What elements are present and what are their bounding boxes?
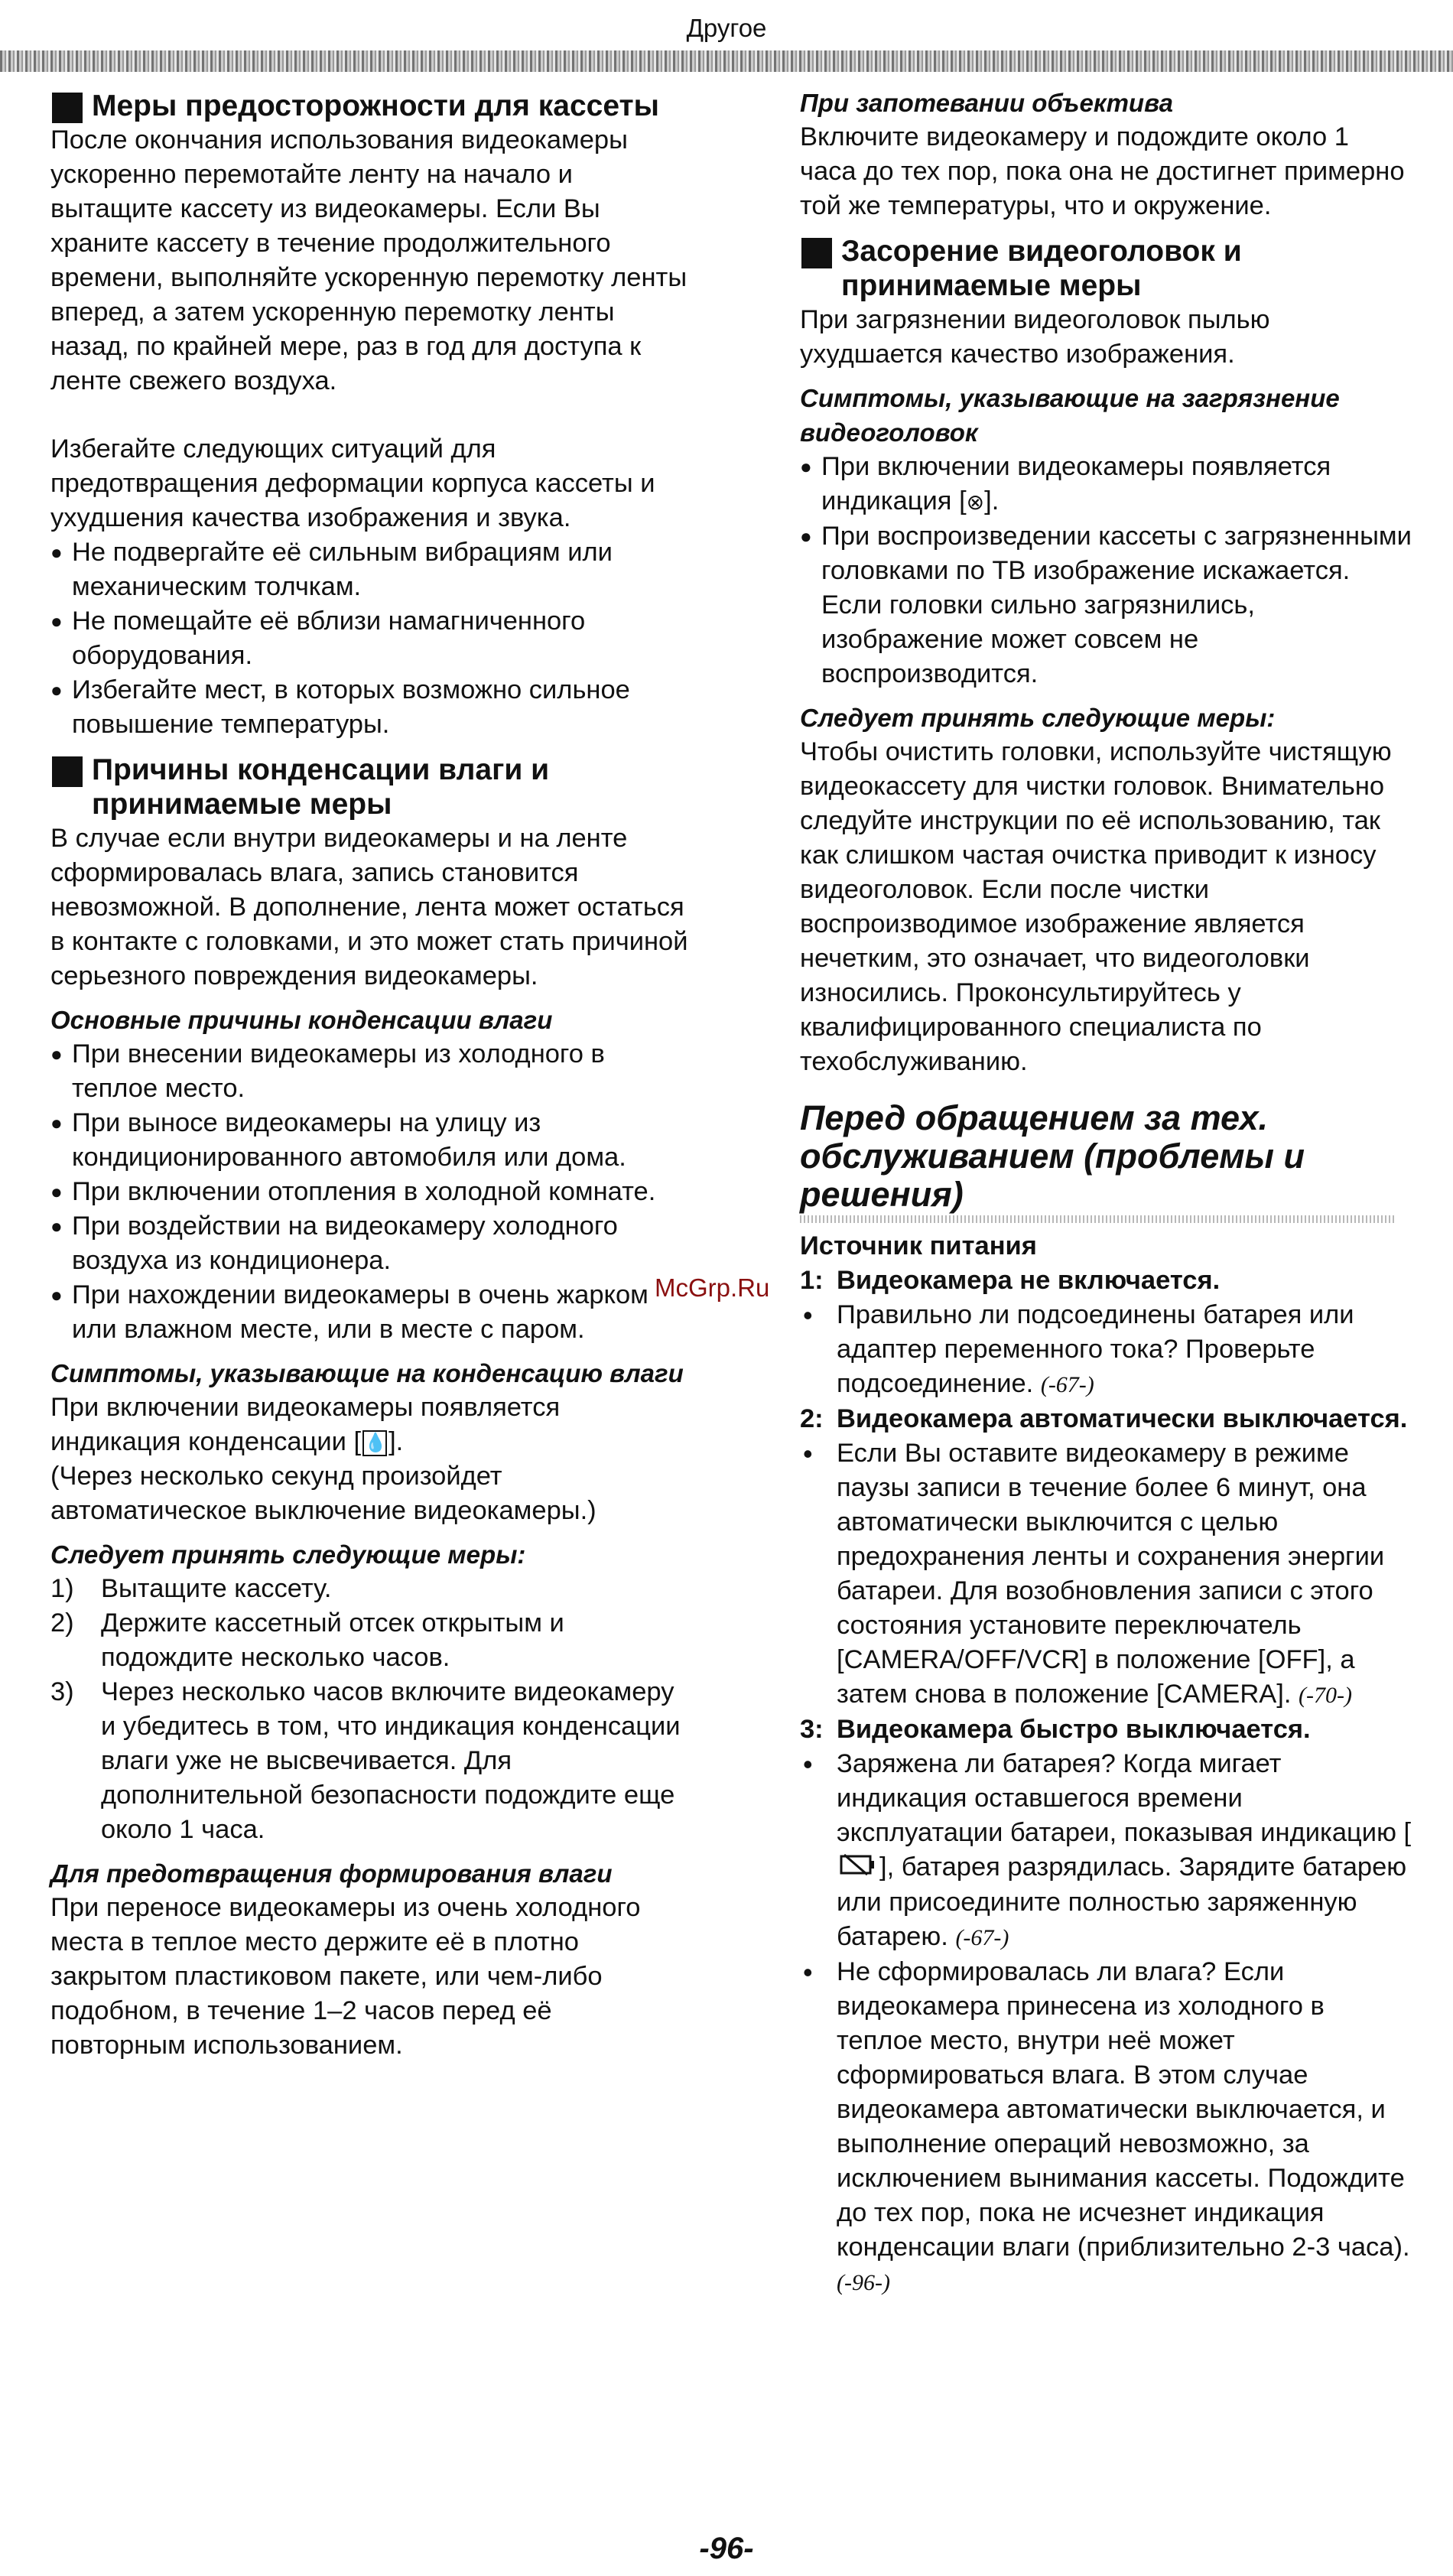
list-item: ● При выносе видеокамеры на улицу из кондиционированного автомобиля или дома.	[50, 1106, 693, 1175]
condensation-drop-icon: 💧	[362, 1430, 387, 1456]
subheading-causes: Основные причины конденсации влаги	[50, 1006, 553, 1034]
symptoms-text: При включении видеокамеры появляется индикация конденсации [	[50, 1393, 561, 1456]
section-title-text: Причины конденсации влаги и принимаемые меры	[92, 753, 550, 821]
answer-text: Правильно ли подсоединены батарея или адаптер переменного тока? Проверьте подсоединение.	[837, 1300, 1354, 1398]
page-reference: (-67-)	[1040, 1372, 1094, 1397]
step-text: Через несколько часов включите видеокамеру и убедитесь в том, что индикация конденсации влаги уже не высвечивается. Для дополнительной безопасности подождите еще около 1 часа.	[101, 1677, 681, 1844]
page-reference: (-67-)	[955, 1925, 1009, 1951]
section-title-heads	[800, 234, 1412, 303]
heads-paragraph: При загрязнении видеоголовок пылью ухудшается качество изображения.	[800, 305, 1270, 369]
left-column	[50, 86, 693, 2063]
condensation-paragraph: В случае если внутри видеокамеры и на ленте сформировалась влага, запись становится невозможной. В дополнение, лента может остаться в контакте с головками, и это может стать причиной серьезного повреждения видеокамеры.	[50, 824, 688, 990]
step-text: Держите кассетный отсек открытым и подождите несколько часов.	[101, 1608, 564, 1672]
page-number: -96-	[699, 2532, 754, 2565]
subheading-prevention: Для предотвращения формирования влаги	[50, 1859, 613, 1888]
problem-title: Видеокамера автоматически выключается.	[837, 1404, 1408, 1433]
list-item	[800, 450, 1412, 519]
subheading-symptoms: Симптомы, указывающие на конденсацию влаги	[50, 1359, 684, 1387]
list-item	[800, 1298, 1412, 1402]
page-reference: (-70-)	[1299, 1683, 1352, 1708]
heads-bullets	[800, 450, 1412, 691]
list-item: ● Избегайте мест, в которых возможно сильное повышение температуры.	[50, 673, 693, 742]
list-item: ● При нахождении видеокамеры в очень жарком или влажном месте, или в месте с паром.	[50, 1278, 693, 1347]
list-item: ● Не подвергайте её сильным вибрациям или механическим толчкам.	[50, 535, 693, 604]
section-square-icon	[52, 93, 83, 123]
section-title-text: Засорение видеоголовок и принимаемые меры	[841, 235, 1242, 302]
subheading-heads-measures: Следует принять следующие меры:	[800, 704, 1276, 732]
list-item: ● При включении отопления в холодной комнате.	[50, 1175, 693, 1209]
problem-3	[800, 1712, 1412, 1747]
dirty-heads-icon: ⊗	[966, 490, 985, 514]
problem-number: 1:	[800, 1266, 824, 1295]
page-reference: (-96-)	[837, 2270, 890, 2296]
step-text: Вытащите кассету.	[101, 1574, 332, 1603]
list-item	[800, 1955, 1412, 2300]
battery-empty-icon	[840, 1851, 876, 1885]
problem-title: Видеокамера быстро выключается.	[837, 1715, 1311, 1744]
problem-1	[800, 1264, 1412, 1298]
step-number: 3)	[50, 1677, 74, 1706]
section-title-text: Меры предосторожности для кассеты	[92, 89, 659, 122]
list-item: ● При воздействии на видеокамеру холодного воздуха из кондиционера.	[50, 1209, 693, 1278]
subheading-lens: При запотевании объектива	[800, 89, 1173, 117]
section-title-cassette	[50, 89, 693, 123]
power-source-heading: Источник питания	[800, 1231, 1037, 1260]
answer-text: Не сформировалась ли влага? Если видеокамера принесена из холодного в теплое место, внутри неё может сформироваться влага. В этом случае видеокамера автоматически выключается, и выполнение операций невозможно, за исключением вынимания кассеты. Подождите до тех пор, пока не исчезнет индикация конденсации влаги (приблизительно 2-3 часа).	[837, 1957, 1410, 2262]
section-square-icon	[801, 238, 832, 268]
bullet-text: При включении видеокамеры появляется индикация [	[821, 452, 1331, 516]
symptoms-paragraph	[50, 1390, 693, 1459]
problem-2-answers	[800, 1436, 1412, 1712]
title-rule	[800, 1215, 1396, 1223]
subheading-heads-symptoms: Симптомы, указывающие на загрязнение видеоголовок	[800, 384, 1340, 447]
symptoms-text-end: ].	[388, 1427, 404, 1456]
list-item	[50, 1606, 693, 1675]
list-item: ● При внесении видеокамеры из холодного в теплое место.	[50, 1037, 693, 1106]
step-number: 1)	[50, 1574, 74, 1603]
problem-number: 3:	[800, 1715, 824, 1744]
section-title-condensation	[50, 753, 693, 821]
page-header: Другое	[686, 14, 767, 42]
cassette-bullets	[50, 535, 693, 742]
answer-text-end: ], батарея разрядилась. Зарядите батарею или присоедините полностью заряженную батарею.	[837, 1852, 1407, 1952]
list-item	[800, 1436, 1412, 1712]
heads-measures-paragraph: Чтобы очистить головки, используйте чистящую видеокассету для чистки головок. Внимательно следуйте инструкции по её использованию, так как слишком частая очистка приводит к износу видеоголовок. Если после чистки воспроизводимое изображение является нечетким, это означает, что видеоголовки износились. Проконсультируйтесь у квалифицированного специалиста по техобслуживанию.	[800, 737, 1392, 1076]
list-item	[50, 1572, 693, 1606]
watermark: McGrp.Ru	[655, 1273, 770, 1302]
symptoms-note: (Через несколько секунд произойдет автоматическое выключение видеокамеры.)	[50, 1462, 596, 1525]
answer-text: Заряжена ли батарея? Когда мигает индикация оставшегося времени эксплуатации батареи, показывая индикацию [	[837, 1749, 1412, 1847]
list-item	[50, 1675, 693, 1847]
problem-title: Видеокамера не включается.	[837, 1266, 1221, 1295]
step-number: 2)	[50, 1608, 74, 1638]
answer-text: Если Вы оставите видеокамеру в режиме паузы записи в течение более 6 минут, она автоматически выключится с целью предохранения ленты и сохранения энергии батареи. Для возобновления записи с этого состояния установите переключатель [CAMERA/OFF/VCR] в положение [OFF], а затем снова в положение [CAMERA].	[837, 1439, 1385, 1709]
list-item: ● При воспроизведении кассеты с загрязненными головками по ТВ изображение искажается. Если головки сильно загрязнились, изображение может совсем не воспроизводится.	[800, 519, 1412, 691]
section-square-icon	[52, 756, 83, 787]
lens-paragraph: Включите видеокамеру и подождите около 1 часа до тех пор, пока она не достигнет примерно той же температуры, что и окружение.	[800, 122, 1405, 220]
cassette-paragraph-1: После окончания использования видеокамеры ускоренно перемотайте ленту на начало и вытащите кассету из видеокамеры. Если Вы храните кассету в течение продолжительного времени, выполняйте ускоренную перемотку ленты вперед, а затем ускоренную перемотку ленты назад, по крайней мере, раз в год для доступа к ленте свежего воздуха.	[50, 125, 687, 395]
bullet-text-end: ].	[984, 486, 1000, 516]
list-item: ● Не помещайте её вблизи намагниченного оборудования.	[50, 604, 693, 673]
measures-steps	[50, 1572, 693, 1847]
problem-3-answers	[800, 1747, 1412, 2300]
right-column	[800, 86, 1412, 2300]
troubleshooting-title: Перед обращением за тех. обслуживанием (проблемы и решения)	[800, 1098, 1305, 1214]
subheading-measures: Следует принять следующие меры:	[50, 1540, 526, 1569]
header-band	[0, 50, 1453, 72]
problem-2	[800, 1402, 1412, 1436]
list-item	[800, 1747, 1412, 1955]
causes-bullets	[50, 1037, 693, 1347]
prevention-paragraph: При переносе видеокамеры из очень холодного места в теплое место держите её в плотно закрытом пластиковом пакете, или чем-либо подобном, в течение 1–2 часов перед её повторным использованием.	[50, 1893, 641, 2060]
cassette-paragraph-2: Избегайте следующих ситуаций для предотвращения деформации корпуса кассеты и ухудшения качества изображения и звука.	[50, 434, 655, 532]
problem-1-answers	[800, 1298, 1412, 1402]
problem-number: 2:	[800, 1404, 824, 1433]
